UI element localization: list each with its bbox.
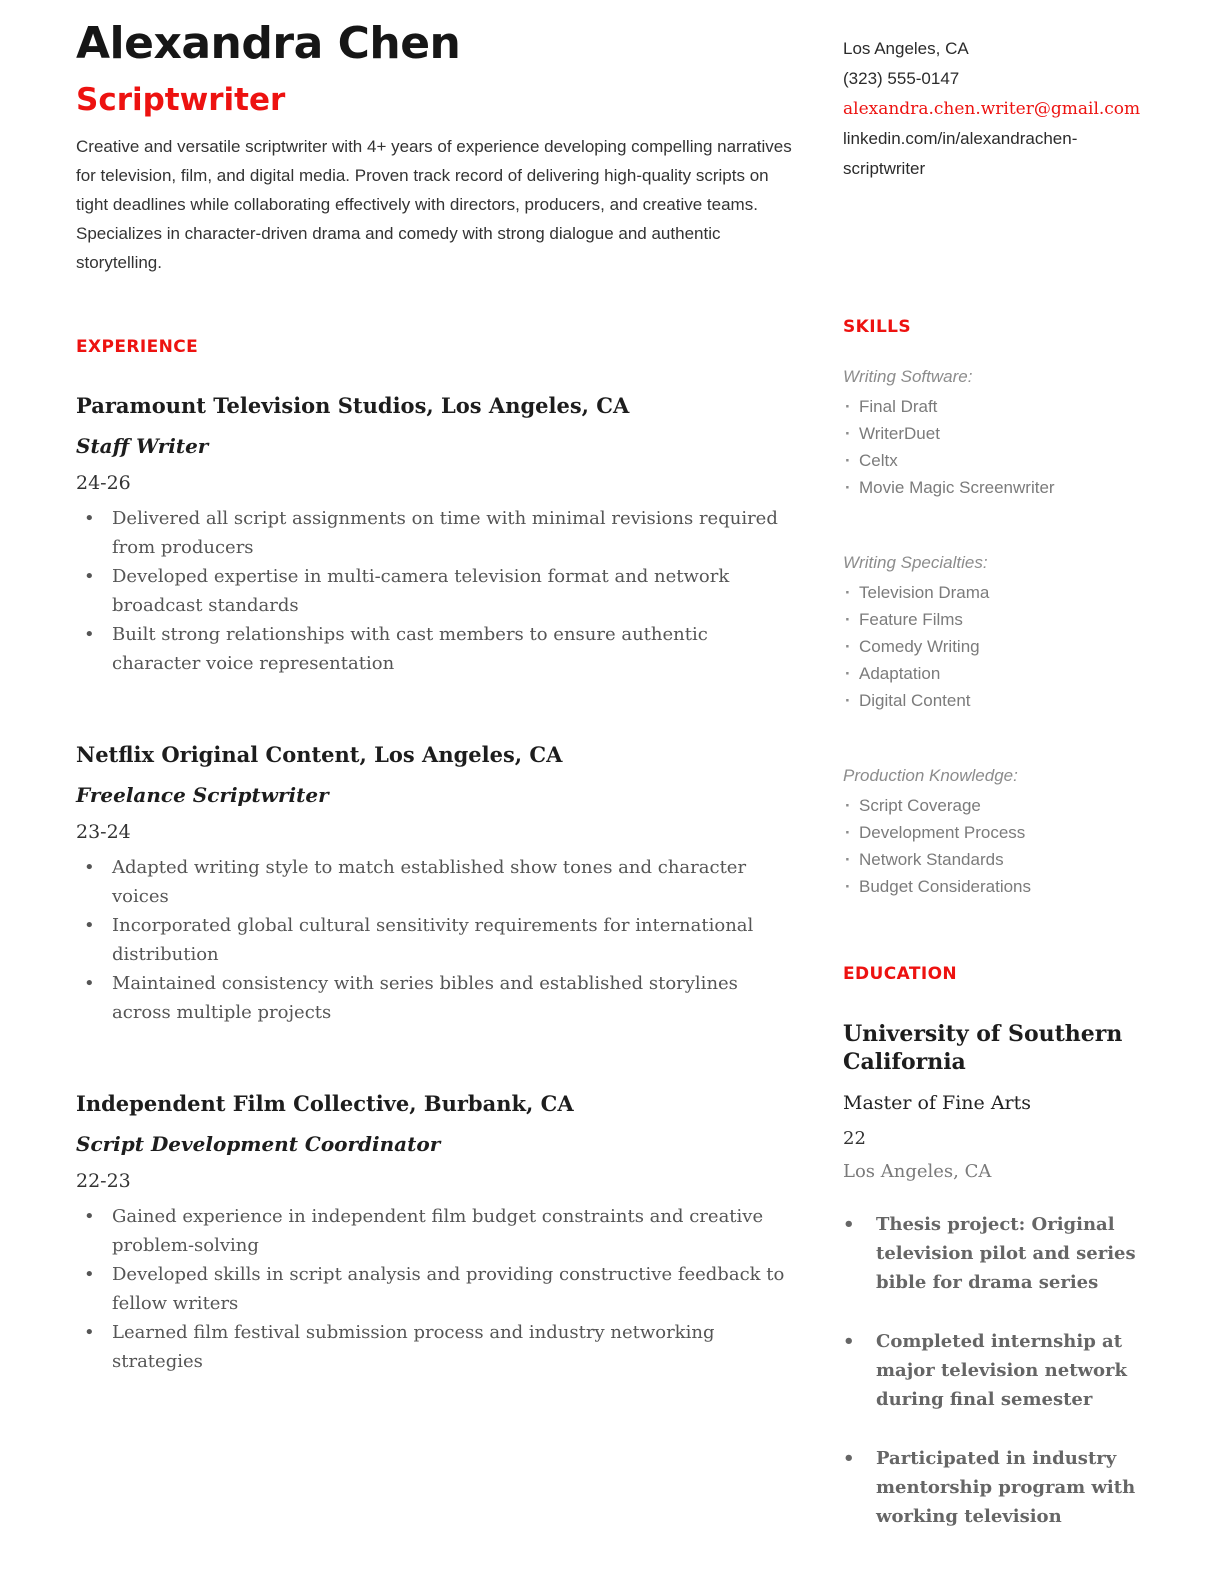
contact-location: Los Angeles, CA bbox=[843, 39, 969, 58]
skill-item: · Budget Considerations bbox=[843, 873, 1148, 900]
skill-item: · Digital Content bbox=[843, 687, 1148, 714]
job-entry-paramount bbox=[76, 393, 800, 678]
job-bullet: • Developed skills in script analysis and providing constructive feedback to fellow writers bbox=[76, 1260, 800, 1318]
job-bullet-list bbox=[76, 504, 800, 678]
job-bullet: • Incorporated global cultural sensitivity requirements for international distribution bbox=[76, 911, 800, 969]
skills-section bbox=[843, 317, 1148, 900]
skill-item: · Development Process bbox=[843, 819, 1148, 846]
education-degree: Master of Fine Arts bbox=[843, 1092, 1032, 1114]
job-role: Freelance Scriptwriter bbox=[76, 782, 329, 807]
education-bullet: • Thesis project: Original television pilot and series bible for drama series bbox=[843, 1210, 1148, 1297]
skill-group-writing-specialties bbox=[843, 553, 1148, 714]
job-bullet: • Adapted writing style to match established show tones and character voices bbox=[76, 853, 800, 911]
contact-block bbox=[843, 34, 1148, 184]
job-dates: 23-24 bbox=[76, 820, 131, 843]
contact-email-link[interactable]: alexandra.chen.writer@gmail.com bbox=[843, 99, 1141, 119]
job-role: Script Development Coordinator bbox=[76, 1132, 441, 1157]
job-bullet: • Built strong relationships with cast members to ensure authentic character voice representation bbox=[76, 620, 800, 678]
skill-item: · WriterDuet bbox=[843, 420, 1148, 447]
job-dates: 22-23 bbox=[76, 1170, 131, 1193]
job-company: Independent Film Collective, Burbank, CA bbox=[76, 1090, 574, 1116]
experience-section bbox=[76, 337, 800, 1377]
education-section bbox=[843, 964, 1148, 1531]
experience-heading: EXPERIENCE bbox=[76, 336, 199, 357]
education-heading: EDUCATION bbox=[843, 964, 958, 984]
skill-item: · Script Coverage bbox=[843, 792, 1148, 819]
education-bullet: • Participated in industry mentorship program with working television bbox=[843, 1444, 1148, 1531]
person-name: Alexandra Chen bbox=[76, 18, 461, 69]
right-column bbox=[843, 20, 1148, 1584]
professional-summary: Creative and versatile scriptwriter with 4+ years of experience developing compelling narratives for television, film, and digital media. Proven track record of delivering high-quality scripts on tight deadlines while collaborating effectively with directors, producers, and creative teams. Specializes in character-driven drama and comedy with strong dialogue and authentic storytelling. bbox=[76, 136, 792, 272]
skill-item: · Final Draft bbox=[843, 393, 1148, 420]
job-bullet: • Delivered all script assignments on time with minimal revisions required from producers bbox=[76, 504, 800, 562]
skill-group-writing-software bbox=[843, 367, 1148, 501]
skill-group-production-knowledge bbox=[843, 766, 1148, 900]
job-company: Paramount Television Studios, Los Angeles, CA bbox=[76, 392, 630, 418]
education-bullet: • Completed internship at major television network during final semester bbox=[843, 1327, 1148, 1414]
skill-item: · Comedy Writing bbox=[843, 633, 1148, 660]
skill-item: · Celtx bbox=[843, 447, 1148, 474]
job-role: Staff Writer bbox=[76, 433, 209, 458]
education-location: Los Angeles, CA bbox=[843, 1161, 992, 1182]
education-dates: 22 bbox=[843, 1128, 866, 1149]
skills-heading: SKILLS bbox=[843, 317, 912, 337]
skill-item-list bbox=[843, 792, 1148, 900]
professional-title: Scriptwriter bbox=[76, 81, 286, 118]
job-bullet: • Learned film festival submission process and industry networking strategies bbox=[76, 1318, 800, 1376]
job-bullet: • Maintained consistency with series bibles and established storylines across multiple projects bbox=[76, 969, 800, 1027]
job-entry-independent-film bbox=[76, 1091, 800, 1376]
job-entry-netflix bbox=[76, 742, 800, 1027]
contact-phone: (323) 555-0147 bbox=[843, 69, 960, 88]
job-company: Netflix Original Content, Los Angeles, CA bbox=[76, 741, 563, 767]
job-bullet: • Gained experience in independent film budget constraints and creative problem-solving bbox=[76, 1202, 800, 1260]
education-bullet-list bbox=[843, 1210, 1148, 1531]
left-column bbox=[76, 20, 800, 1584]
education-school: University of Southern California bbox=[843, 1021, 1123, 1075]
skill-group-label: Writing Specialties: bbox=[843, 553, 988, 572]
skill-group-label: Writing Software: bbox=[843, 367, 973, 386]
skill-item: · Network Standards bbox=[843, 846, 1148, 873]
skill-group-label: Production Knowledge: bbox=[843, 766, 1018, 785]
job-dates: 24-26 bbox=[76, 471, 131, 494]
job-bullet-list bbox=[76, 1202, 800, 1376]
job-bullet-list bbox=[76, 853, 800, 1027]
skill-item: · Television Drama bbox=[843, 579, 1148, 606]
skill-item-list bbox=[843, 579, 1148, 714]
resume-header bbox=[76, 20, 800, 277]
skill-item: · Adaptation bbox=[843, 660, 1148, 687]
skill-item: · Feature Films bbox=[843, 606, 1148, 633]
skill-item: · Movie Magic Screenwriter bbox=[843, 474, 1148, 501]
contact-linkedin: linkedin.com/in/alexandrachen-scriptwriter bbox=[843, 129, 1078, 178]
skill-item-list bbox=[843, 393, 1148, 501]
job-bullet: • Developed expertise in multi-camera television format and network broadcast standards bbox=[76, 562, 800, 620]
